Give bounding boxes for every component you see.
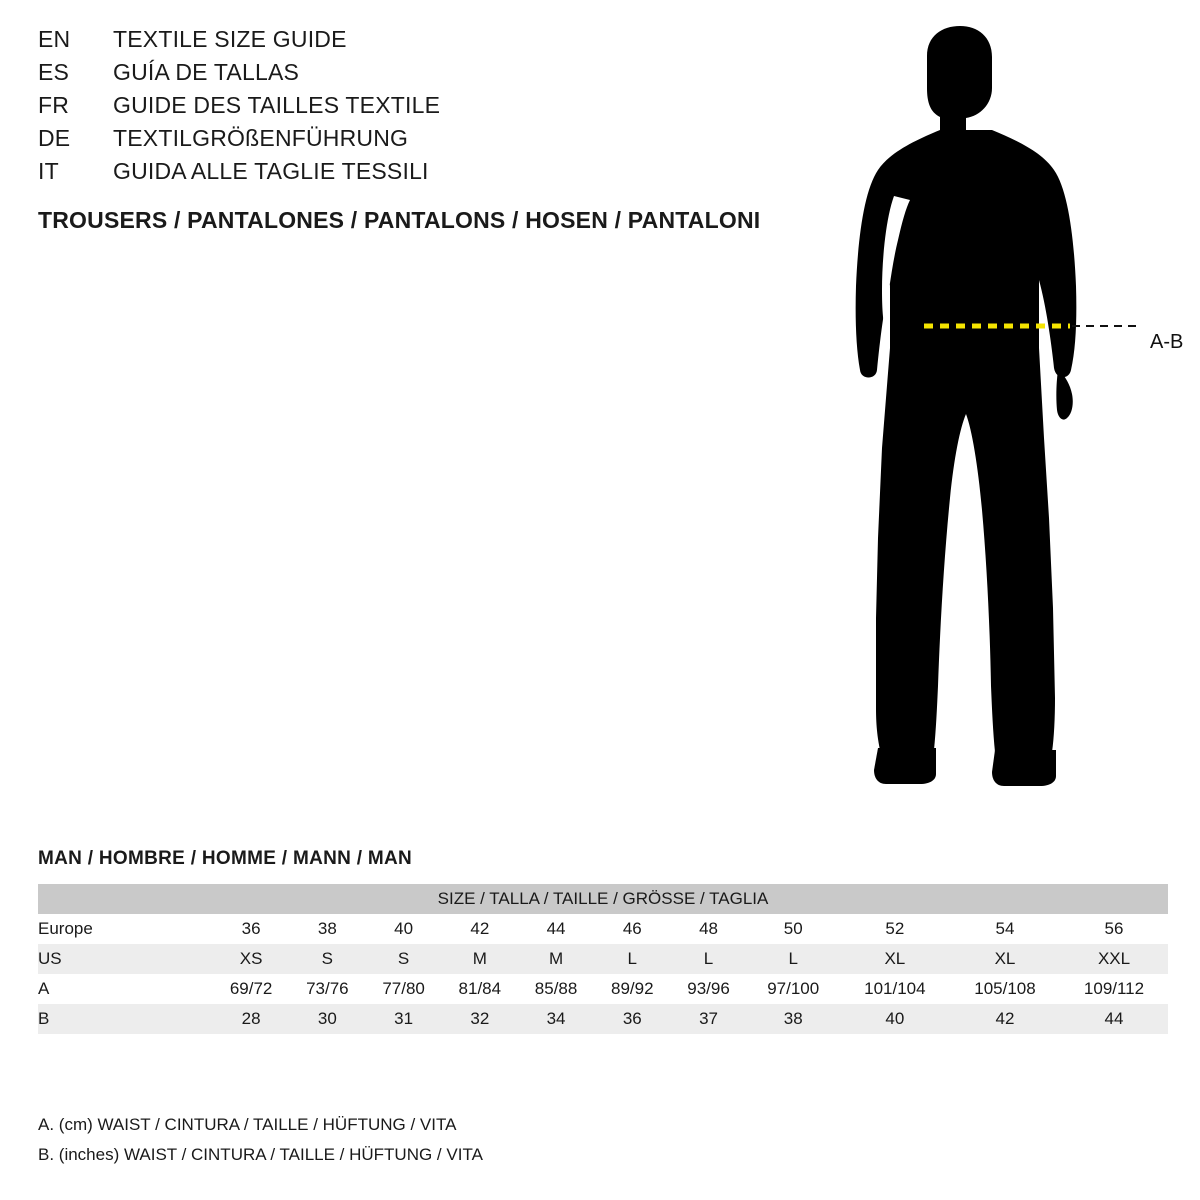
- cell: M: [548, 949, 564, 968]
- cell: S: [397, 949, 410, 968]
- cell: 77/80: [382, 979, 425, 998]
- header-block: [38, 26, 798, 234]
- cell: L: [627, 949, 638, 968]
- language-row: [38, 158, 798, 191]
- language-title: GUIDE DES TAILLES TEXTILE: [113, 92, 441, 118]
- language-title: TEXTILE SIZE GUIDE: [113, 26, 347, 52]
- language-row: [38, 59, 798, 92]
- cell: XL: [994, 949, 1016, 968]
- row-label: Europe: [38, 919, 93, 938]
- cell: 44: [546, 919, 566, 938]
- cell: 28: [241, 1009, 261, 1028]
- cell: S: [321, 949, 334, 968]
- measure-label-ab: A-B: [1150, 331, 1184, 353]
- cell: 81/84: [458, 979, 502, 998]
- table-row: [38, 974, 1168, 1004]
- language-row: [38, 125, 798, 158]
- cell: 40: [394, 919, 414, 938]
- cell: 38: [317, 919, 337, 938]
- cell: L: [703, 949, 714, 968]
- table-header-label: SIZE / TALLA / TAILLE / GRÖSSE / TAGLIA: [38, 884, 1168, 914]
- cell: 101/104: [864, 979, 926, 998]
- cell: 36: [622, 1009, 642, 1028]
- table-row: [38, 1004, 1168, 1034]
- cell: 89/92: [611, 979, 654, 998]
- cell: 42: [470, 919, 490, 938]
- cell: XS: [239, 949, 263, 968]
- cell: 56: [1104, 919, 1124, 938]
- cell: 31: [394, 1009, 414, 1028]
- cell: 54: [995, 919, 1015, 938]
- cell: 37: [699, 1009, 718, 1028]
- cell: 69/72: [229, 979, 273, 998]
- cell: L: [788, 949, 798, 968]
- language-title: GUÍA DE TALLAS: [113, 59, 300, 85]
- language-row: [38, 92, 798, 125]
- gender-line: MAN / HOMBRE / HOMME / MANN / MAN: [38, 848, 413, 869]
- cell: 97/100: [767, 979, 820, 998]
- cell: 42: [995, 1009, 1015, 1028]
- language-code: DE: [38, 125, 71, 151]
- cell: 50: [783, 919, 803, 938]
- figure-illustration: [820, 18, 1200, 798]
- cell: 48: [699, 919, 718, 938]
- row-label: US: [38, 949, 62, 968]
- cell: 46: [622, 919, 642, 938]
- cell: 34: [546, 1009, 566, 1028]
- cell: XXL: [1097, 949, 1131, 968]
- cell: M: [472, 949, 487, 968]
- language-code: ES: [38, 59, 70, 85]
- cell: 38: [783, 1009, 803, 1028]
- footnote-b: B. (inches) WAIST / CINTURA / TAILLE / HÜFTUNG / VITA: [38, 1145, 483, 1164]
- cell: XL: [884, 949, 906, 968]
- cell: 44: [1104, 1009, 1124, 1028]
- language-code: EN: [38, 26, 71, 52]
- cell: 109/112: [1083, 979, 1145, 998]
- cell: 40: [885, 1009, 905, 1028]
- table-header-row: [38, 884, 1168, 914]
- row-label: A: [38, 979, 50, 998]
- cell: 32: [470, 1009, 490, 1028]
- cell: 36: [241, 919, 261, 938]
- table-row: [38, 914, 1168, 944]
- language-row: [38, 26, 798, 59]
- cell: 73/76: [306, 979, 349, 998]
- size-table-section: [38, 848, 1168, 1034]
- cell: 105/108: [974, 979, 1036, 998]
- language-code: IT: [38, 158, 59, 184]
- cell: 85/88: [534, 979, 578, 998]
- footnotes: [38, 1110, 483, 1170]
- cell: 30: [317, 1009, 337, 1028]
- garment-type-line: TROUSERS / PANTALONES / PANTALONS / HOSEN / PANTALONI: [38, 207, 761, 233]
- row-label: B: [38, 1009, 50, 1028]
- cell: 52: [885, 919, 905, 938]
- language-title: TEXTILGRÖßENFÜHRUNG: [113, 125, 409, 151]
- cell: 93/96: [687, 979, 730, 998]
- language-title: GUIDA ALLE TAGLIE TESSILI: [113, 158, 429, 184]
- man-silhouette-icon: [820, 18, 1200, 798]
- footnote-a: A. (cm) WAIST / CINTURA / TAILLE / HÜFTUNG / VITA: [38, 1115, 457, 1134]
- table-row: [38, 944, 1168, 974]
- language-code: FR: [38, 92, 70, 118]
- size-table: [38, 884, 1168, 1034]
